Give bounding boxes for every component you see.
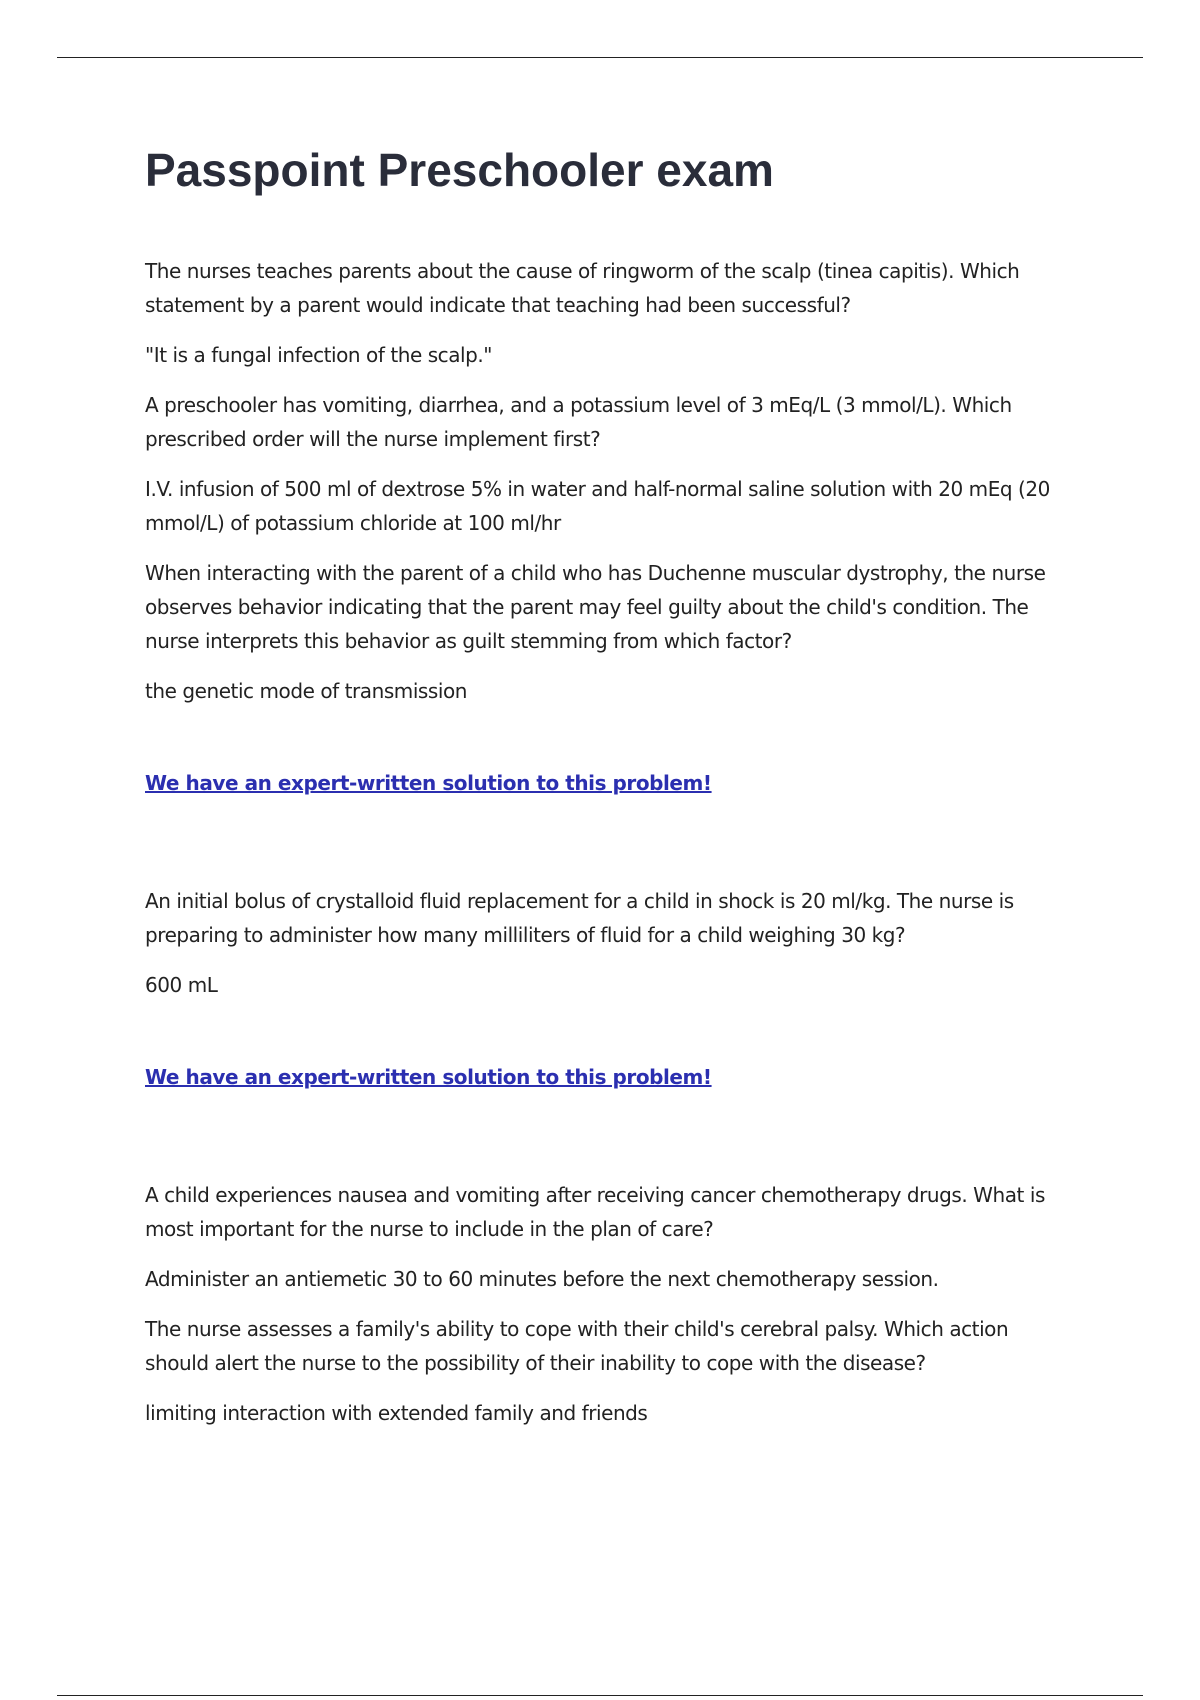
solution-link-row: [145, 1060, 1075, 1094]
page-title: Passpoint Preschooler exam: [145, 144, 774, 196]
question-text: The nurse assesses a family's ability to cope with their child's cerebral palsy. Which action should alert the nurse to the possibility of their inability to cope with the disease?: [145, 1317, 1009, 1375]
question-text: An initial bolus of crystalloid fluid replacement for a child in shock is 20 ml/kg. The nurse is preparing to administer how many milliliters of fluid for a child weighing 30 kg?: [145, 889, 1014, 947]
expert-solution-link[interactable]: We have an expert-written solution to this problem!: [145, 1065, 712, 1089]
question-text: The nurses teaches parents about the cause of ringworm of the scalp (tinea capitis). Which statement by a parent would indicate that teaching had been successful?: [145, 259, 1020, 317]
answer-text: "It is a fungal infection of the scalp.": [145, 343, 493, 367]
question-text: When interacting with the parent of a child who has Duchenne muscular dystrophy, the nurse observes behavior indicating that the parent may feel guilty about the child's condition. The nurse interprets this behavior as guilt stemming from which factor?: [145, 561, 1046, 653]
expert-solution-link[interactable]: We have an expert-written solution to this problem!: [145, 771, 712, 795]
answer-text: I.V. infusion of 500 ml of dextrose 5% in water and half-normal saline solution with 20 mEq (20 mmol/L) of potassium chloride at 100 ml/hr: [145, 477, 1050, 535]
question-text: A preschooler has vomiting, diarrhea, and a potassium level of 3 mEq/L (3 mmol/L). Which prescribed order will the nurse implement first?: [145, 393, 1012, 451]
top-rule: [57, 57, 1143, 58]
answer-text: limiting interaction with extended family and friends: [145, 1401, 648, 1425]
bottom-rule: [57, 1695, 1143, 1696]
answer-text: Administer an antiemetic 30 to 60 minutes before the next chemotherapy session.: [145, 1267, 939, 1291]
question-text: A child experiences nausea and vomiting after receiving cancer chemotherapy drugs. What is most important for the nurse to include in the plan of care?: [145, 1183, 1045, 1241]
qa-list: [145, 254, 1075, 1446]
solution-link-row: [145, 766, 1075, 800]
answer-text: the genetic mode of transmission: [145, 679, 467, 703]
answer-text: 600 mL: [145, 973, 218, 997]
